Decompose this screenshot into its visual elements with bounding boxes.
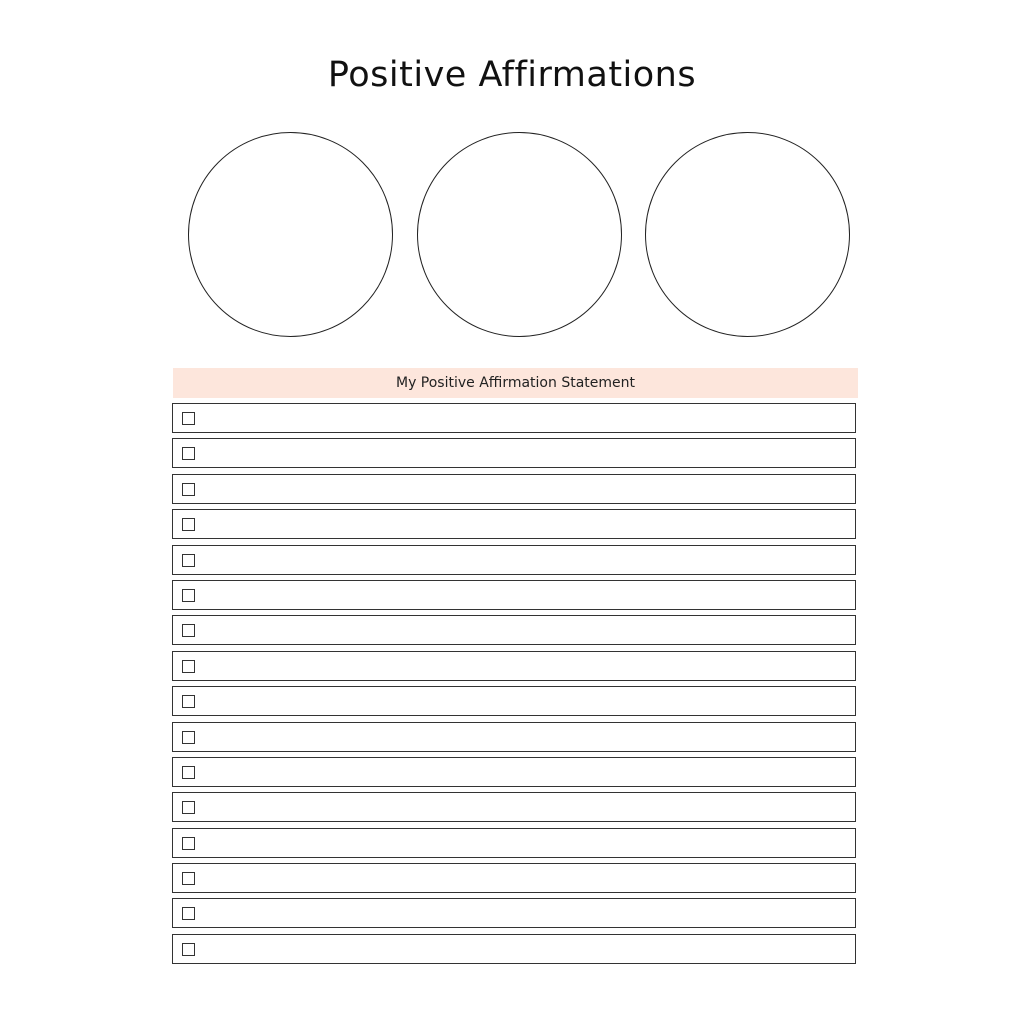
affirmation-text-field[interactable] xyxy=(207,793,847,821)
checkbox[interactable] xyxy=(182,554,195,567)
affirmation-row xyxy=(172,580,856,610)
affirmation-row xyxy=(172,792,856,822)
affirmation-row xyxy=(172,438,856,468)
affirmation-row xyxy=(172,934,856,964)
affirmation-text-field[interactable] xyxy=(207,404,847,432)
affirmation-circle-1 xyxy=(188,132,393,337)
affirmation-circle-2 xyxy=(417,132,622,337)
affirmation-text-field[interactable] xyxy=(207,829,847,857)
affirmation-text-field[interactable] xyxy=(207,899,847,927)
affirmation-row xyxy=(172,828,856,858)
affirmation-row xyxy=(172,651,856,681)
affirmation-text-field[interactable] xyxy=(207,723,847,751)
affirmation-circle-3 xyxy=(645,132,850,337)
affirmation-row xyxy=(172,509,856,539)
checkbox[interactable] xyxy=(182,483,195,496)
checkbox[interactable] xyxy=(182,731,195,744)
affirmation-row xyxy=(172,863,856,893)
affirmation-text-field[interactable] xyxy=(207,616,847,644)
affirmation-row xyxy=(172,545,856,575)
checkbox[interactable] xyxy=(182,695,195,708)
affirmation-text-field[interactable] xyxy=(207,546,847,574)
affirmation-text-field[interactable] xyxy=(207,864,847,892)
checkbox[interactable] xyxy=(182,589,195,602)
affirmation-row xyxy=(172,474,856,504)
checkbox[interactable] xyxy=(182,412,195,425)
affirmation-row xyxy=(172,722,856,752)
checkbox[interactable] xyxy=(182,907,195,920)
affirmation-row xyxy=(172,686,856,716)
affirmation-text-field[interactable] xyxy=(207,475,847,503)
checkbox[interactable] xyxy=(182,766,195,779)
affirmation-row xyxy=(172,615,856,645)
checkbox[interactable] xyxy=(182,518,195,531)
affirmation-row xyxy=(172,403,856,433)
checkbox[interactable] xyxy=(182,801,195,814)
page-title: Positive Affirmations xyxy=(327,55,697,95)
checkbox[interactable] xyxy=(182,837,195,850)
checkbox[interactable] xyxy=(182,447,195,460)
affirmation-text-field[interactable] xyxy=(207,439,847,467)
affirmation-list xyxy=(172,403,856,969)
checkbox[interactable] xyxy=(182,943,195,956)
affirmation-row xyxy=(172,898,856,928)
checkbox[interactable] xyxy=(182,660,195,673)
affirmation-text-field[interactable] xyxy=(207,652,847,680)
affirmation-table-header: My Positive Affirmation Statement xyxy=(173,368,858,398)
affirmation-text-field[interactable] xyxy=(207,935,847,963)
affirmation-text-field[interactable] xyxy=(207,687,847,715)
checkbox[interactable] xyxy=(182,624,195,637)
checkbox[interactable] xyxy=(182,872,195,885)
affirmation-text-field[interactable] xyxy=(207,758,847,786)
affirmation-row xyxy=(172,757,856,787)
affirmation-text-field[interactable] xyxy=(207,581,847,609)
affirmation-text-field[interactable] xyxy=(207,510,847,538)
